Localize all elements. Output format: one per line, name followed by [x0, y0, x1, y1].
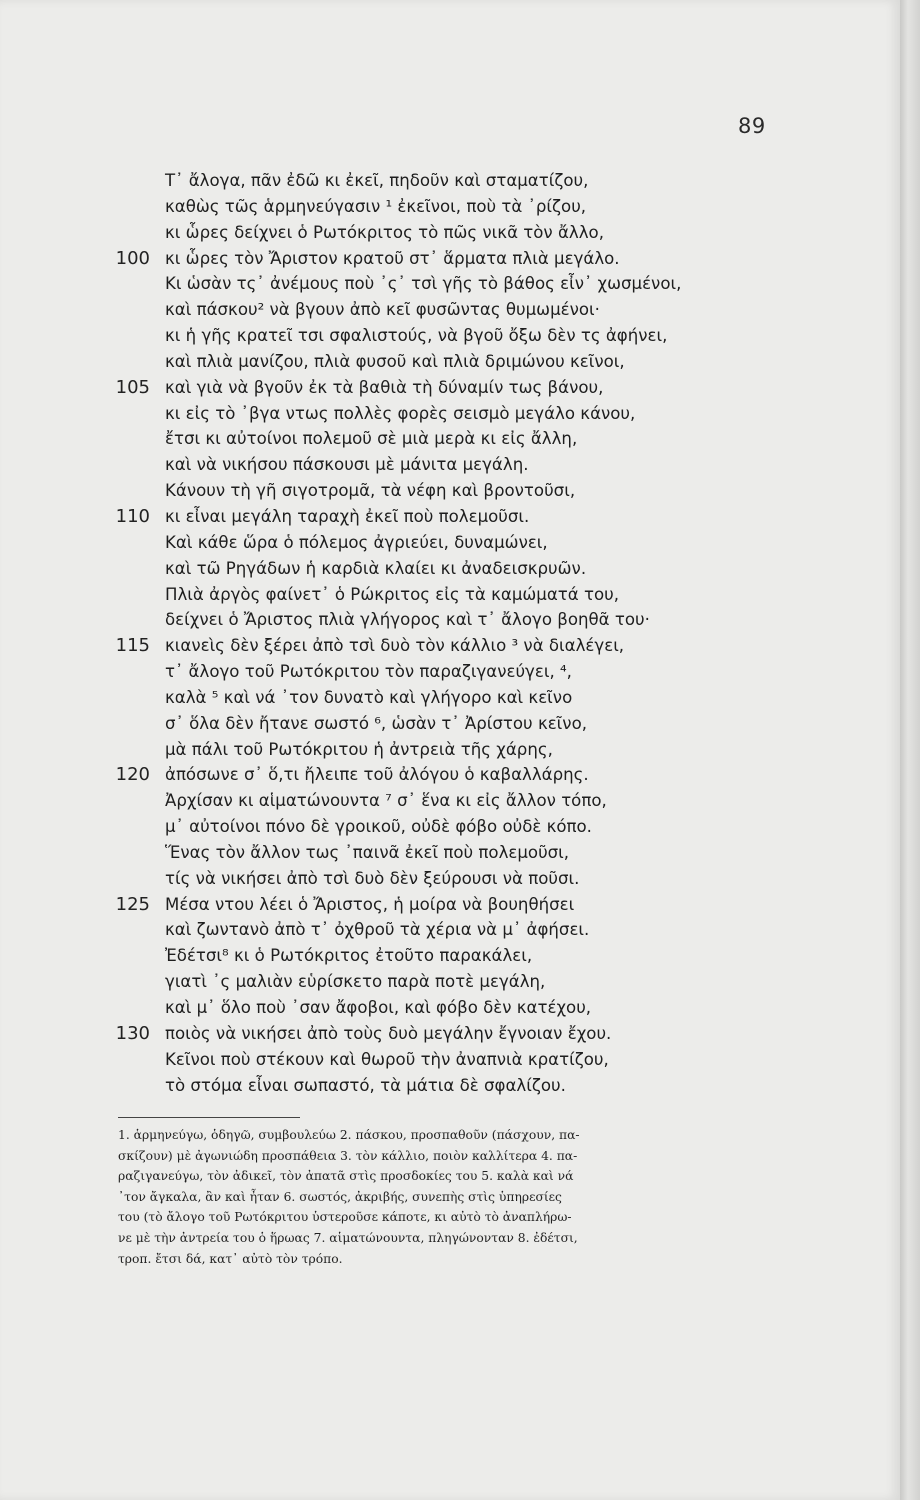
verse-line-text: τίς νὰ νικήσει ἀπὸ τσὶ δυὸ δὲν ξεύρουσι νὰ ποῦσι.: [165, 868, 580, 888]
poem-text: [0, 168, 900, 1098]
footnote-line: του (τὸ ἄλογο τοῦ Ρωτόκριτου ὑστεροῦσε κάποτε, κι αὐτὸ τὸ ἀναπλήρω-: [118, 1210, 572, 1225]
verse-line-text: καὶ πλιὰ μανίζου, πλιὰ φυσοῦ καὶ πλιὰ δριμώνου κεῖνοι,: [165, 351, 625, 371]
footnote-line: τροπ. ἔτσι δά, κατ᾽ αὐτὸ τὸν τρόπο.: [118, 1251, 343, 1266]
verse-line-text: κι ὧρες δείχνει ὁ Ρωτόκριτος τὸ πῶς νικᾶ τὸν ἄλλο,: [165, 222, 604, 242]
verse-line-text: ποιὸς νὰ νικήσει ἀπὸ τοὺς δυὸ μεγάλην ἔγνοιαν ἔχου.: [165, 1023, 612, 1043]
verse-line-text: γιατὶ ᾿ς μαλιὰν εὑρίσκετο παρὰ ποτὲ μεγάλη,: [165, 972, 546, 992]
verse-line-text: σ᾽ ὅλα δὲν ἤτανε σωστό ⁶, ὡσὰν τ᾽ Ἀρίστου κεῖνο,: [165, 713, 587, 733]
verse-line-text: καὶ μ᾽ ὅλο ποὺ ᾿σαν ἄφοβοι, καὶ φόβο δὲν κατέχου,: [165, 998, 592, 1017]
verse-line-text: καθὼς τῶς ἁρμηνεύγασιν ¹ ἐκεῖνοι, ποὺ τὰ ᾿ρίζου,: [165, 196, 587, 216]
verse-line: [0, 375, 900, 401]
verse-line-text: Κεῖνοι ποὺ στέκουν καὶ θωροῦ τὴν ἀναπνιὰ κρατίζου,: [165, 1049, 609, 1069]
verse-line: [0, 504, 900, 530]
verse-line: [0, 556, 900, 582]
verse-line: [0, 246, 900, 272]
verse-line-number: 110: [115, 505, 150, 527]
verse-line: [0, 866, 900, 892]
verse-line: [0, 168, 900, 194]
footnote-line: ᾿τον ἄγκαλα, ἂν καὶ ἦταν 6. σωστός, ἀκριβής, συνεπὴς στὶς ὑπηρεσίες: [118, 1189, 562, 1204]
footnote-line: σκίζουν) μὲ ἀγωνιώδη προσπάθεια 3. τὸν κάλλιο, ποιὸν καλλίτερα 4. πα-: [118, 1148, 578, 1163]
verse-line-text: Ἐδέτσι⁸ κι ὁ Ρωτόκριτος ἐτοῦτο παρακάλει,: [165, 946, 533, 966]
footnote-line: ραζιγανεύγω, τὸν ἀδικεῖ, τὸν ἀπατᾶ στὶς προσδοκίες του 5. καλὰ καὶ νά: [118, 1169, 574, 1184]
verse-line-text: Μέσα ντου λέει ὁ Ἄριστος, ἡ μοίρα νὰ βουηθήσει: [165, 894, 575, 914]
verse-line-text: κι εἶναι μεγάλη ταραχὴ ἐκεῖ ποὺ πολεμοῦσι.: [165, 506, 530, 526]
footnotes: [118, 1125, 763, 1269]
verse-line: [0, 659, 900, 685]
verse-line: [0, 349, 900, 375]
verse-line: [0, 840, 900, 866]
verse-line-text: καὶ πάσκου² νὰ βγουν ἀπὸ κεῖ φυσῶντας θυμωμένοι·: [165, 300, 600, 320]
verse-line: [0, 1073, 900, 1099]
verse-line: [0, 737, 900, 763]
verse-line-number: 100: [115, 247, 150, 269]
verse-line-text: Κι ὡσὰν τς᾽ ἀνέμους ποὺ ᾿ς᾽ τσὶ γῆς τὸ βάθος εἶν᾽ χωσμένοι,: [165, 274, 682, 294]
verse-line: [0, 995, 900, 1021]
verse-line-text: καλὰ ⁵ καὶ νά ᾿τον δυνατὸ καὶ γλήγορο καὶ κεῖνο: [165, 687, 573, 707]
footnote-divider: [118, 1117, 300, 1118]
verse-line: [0, 220, 900, 246]
verse-line: [0, 297, 900, 323]
verse-line-text: Κάνουν τὴ γῆ σιγοτρομᾶ, τὰ νέφη καὶ βροντοῦσι,: [165, 481, 576, 501]
verse-line: [0, 582, 900, 608]
page-number: 89: [738, 114, 766, 138]
page-edge: [900, 0, 920, 1500]
verse-line: [0, 401, 900, 427]
verse-line: [0, 788, 900, 814]
verse-line: [0, 711, 900, 737]
verse-line-number: 125: [115, 893, 150, 915]
verse-line-text: Πλιὰ ἀργὸς φαίνετ᾽ ὁ Ρώκριτος εἰς τὰ καμώματά του,: [165, 584, 619, 604]
verse-line-text: τὸ στόμα εἶναι σωπαστό, τὰ μάτια δὲ σφαλίζου.: [165, 1075, 566, 1095]
verse-line-number: 130: [115, 1022, 150, 1044]
verse-line-text: Ἀρχίσαν κι αἱματώνουντα ⁷ σ᾽ ἕνα κι εἰς ἄλλον τόπο,: [165, 791, 607, 811]
verse-line: [0, 917, 900, 943]
verse-line: [0, 685, 900, 711]
verse-line: [0, 426, 900, 452]
verse-line-text: καὶ νὰ νικήσου πάσκουσι μὲ μάνιτα μεγάλη.: [165, 455, 529, 475]
verse-line-number: 120: [115, 764, 150, 786]
verse-line-number: 115: [115, 635, 150, 657]
verse-line: [0, 194, 900, 220]
verse-line-text: Καὶ κάθε ὥρα ὁ πόλεμος ἀγριεύει, δυναμώνει,: [165, 532, 548, 552]
verse-line-text: καὶ τῶ Ρηγάδων ἡ καρδιὰ κλαίει κι ἀναδεισκρυῶν.: [165, 558, 587, 578]
verse-line: [0, 943, 900, 969]
verse-line: [0, 478, 900, 504]
verse-line-text: τ᾽ ἄλογο τοῦ Ρωτόκριτου τὸν παραζιγανεύγει, ⁴,: [165, 662, 572, 682]
verse-line-text: κι ὧρες τὸν Ἄριστον κρατοῦ στ᾽ ἅρματα πλιὰ μεγάλο.: [165, 248, 620, 268]
verse-line-text: μὰ πάλι τοῦ Ρωτόκριτου ἡ ἀντρειὰ τῆς χάρης,: [165, 739, 553, 759]
verse-line: [0, 271, 900, 297]
verse-line-text: Τ᾽ ἄλογα, πᾶν ἐδῶ κι ἐκεῖ, πηδοῦν καὶ σταματίζου,: [165, 171, 589, 190]
verse-line: [0, 1021, 900, 1047]
verse-line-number: 105: [115, 376, 150, 398]
verse-line: [0, 323, 900, 349]
verse-line: [0, 1047, 900, 1073]
verse-line-text: Ἕνας τὸν ἄλλον τως ᾿παινᾶ ἐκεῖ ποὺ πολεμοῦσι,: [165, 842, 570, 862]
verse-line: [0, 892, 900, 918]
footnote-line: νε μὲ τὴν ἀντρεία του ὁ ἥρωας 7. αἱματώνουντα, πληγώνονταν 8. ἐδέτσι,: [118, 1230, 578, 1245]
verse-line-text: ἀπόσωνε σ᾽ ὅ,τι ἤλειπε τοῦ ἀλόγου ὁ καβαλλάρης.: [165, 765, 589, 785]
verse-line: [0, 607, 900, 633]
verse-line-text: κι εἰς τὸ ᾿βγα ντως πολλὲς φορὲς σεισμὸ μεγάλο κάνου,: [165, 403, 636, 423]
verse-line-text: δείχνει ὁ Ἄριστος πλιὰ γλήγορος καὶ τ᾽ ἄλογο βοηθᾶ του·: [165, 610, 650, 630]
verse-line: [0, 762, 900, 788]
verse-line-text: καὶ γιὰ νὰ βγοῦν ἐκ τὰ βαθιὰ τὴ δύναμίν τως βάνου,: [165, 377, 604, 397]
verse-line: [0, 814, 900, 840]
verse-line: [0, 633, 900, 659]
verse-line-text: κιανεὶς δὲν ξέρει ἀπὸ τσὶ δυὸ τὸν κάλλιο ³ νὰ διαλέγει,: [165, 636, 625, 656]
verse-line: [0, 530, 900, 556]
verse-line-text: μ᾽ αὐτοίνοι πόνο δὲ γροικοῦ, οὐδὲ φόβο οὐδὲ κόπο.: [165, 817, 592, 837]
verse-line-text: ἔτσι κι αὐτοίνοι πολεμοῦ σὲ μιὰ μερὰ κι εἰς ἄλλη,: [165, 429, 578, 449]
verse-line: [0, 452, 900, 478]
verse-line-text: κι ἡ γῆς κρατεῖ τσι σφαλιστούς, νὰ βγοῦ ὄξω δὲν τς ἀφήνει,: [165, 326, 668, 346]
verse-line: [0, 969, 900, 995]
footnote-line: 1. ἁρμηνεύγω, ὁδηγῶ, συμβουλεύω 2. πάσκου, προσπαθοῦν (πάσχουν, πα-: [118, 1128, 580, 1142]
verse-line-text: καὶ ζωντανὸ ἀπὸ τ᾽ ὀχθροῦ τὰ χέρια νὰ μ᾽ ἀφήσει.: [165, 920, 590, 940]
